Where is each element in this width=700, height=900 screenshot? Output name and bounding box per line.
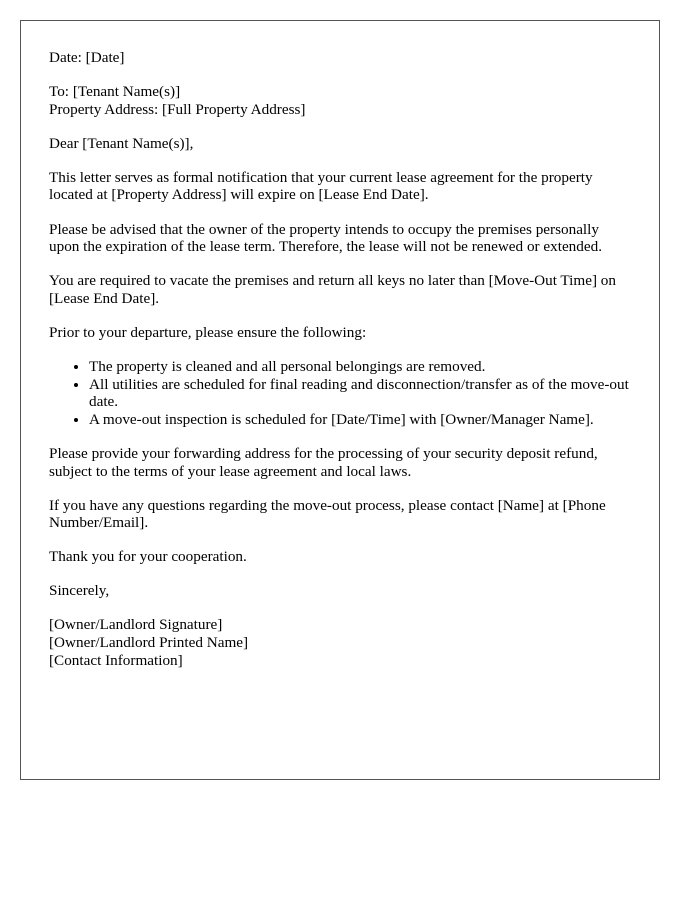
recipient-block (49, 83, 631, 118)
salutation: Dear [Tenant Name(s)], (49, 134, 194, 152)
move-out-checklist (49, 358, 631, 428)
checklist-item: • The property is cleaned and all personal belongings are removed. (89, 358, 631, 376)
paragraph-owner-occupancy: Please be advised that the owner of the property intends to occupy the premises personally upon the expiration of the lease term. Therefore, the lease will not be renewed or extended. (49, 220, 603, 256)
sign-off: Sincerely, (49, 582, 110, 600)
recipient-name: To: [Tenant Name(s)] (49, 83, 181, 101)
paragraph-vacate: You are required to vacate the premises and return all keys no later than [Move-Out Time] on [Lease End Date]. (49, 272, 616, 307)
checklist-item: • All utilities are scheduled for final reading and disconnection/transfer as of the move-out date. (89, 376, 631, 411)
printed-name-line: [Owner/Landlord Printed Name] (49, 634, 249, 652)
paragraph-forwarding-address: Please provide your forwarding address for the processing of your security deposit refund, subject to the terms of your lease agreement and local laws. (49, 444, 598, 480)
letter-page (20, 20, 660, 780)
contact-info-line: [Contact Information] (49, 651, 183, 669)
signature-block (49, 616, 631, 669)
paragraph-notification: This letter serves as formal notification that your current lease agreement for the property located at [Property Address] will expire on [Lease End Date]. (49, 168, 593, 204)
property-address: Property Address: [Full Property Address] (49, 100, 306, 118)
checklist-item: • A move-out inspection is scheduled for [Date/Time] with [Owner/Manager Name]. (89, 411, 631, 429)
paragraph-checklist-intro: Prior to your departure, please ensure the following: (49, 323, 367, 341)
paragraph-thanks: Thank you for your cooperation. (49, 548, 247, 566)
date-line: Date: [Date] (49, 49, 125, 66)
signature-line: [Owner/Landlord Signature] (49, 616, 223, 634)
paragraph-contact: If you have any questions regarding the move-out process, please contact [Name] at [Phone Number/Email]. (49, 496, 606, 532)
